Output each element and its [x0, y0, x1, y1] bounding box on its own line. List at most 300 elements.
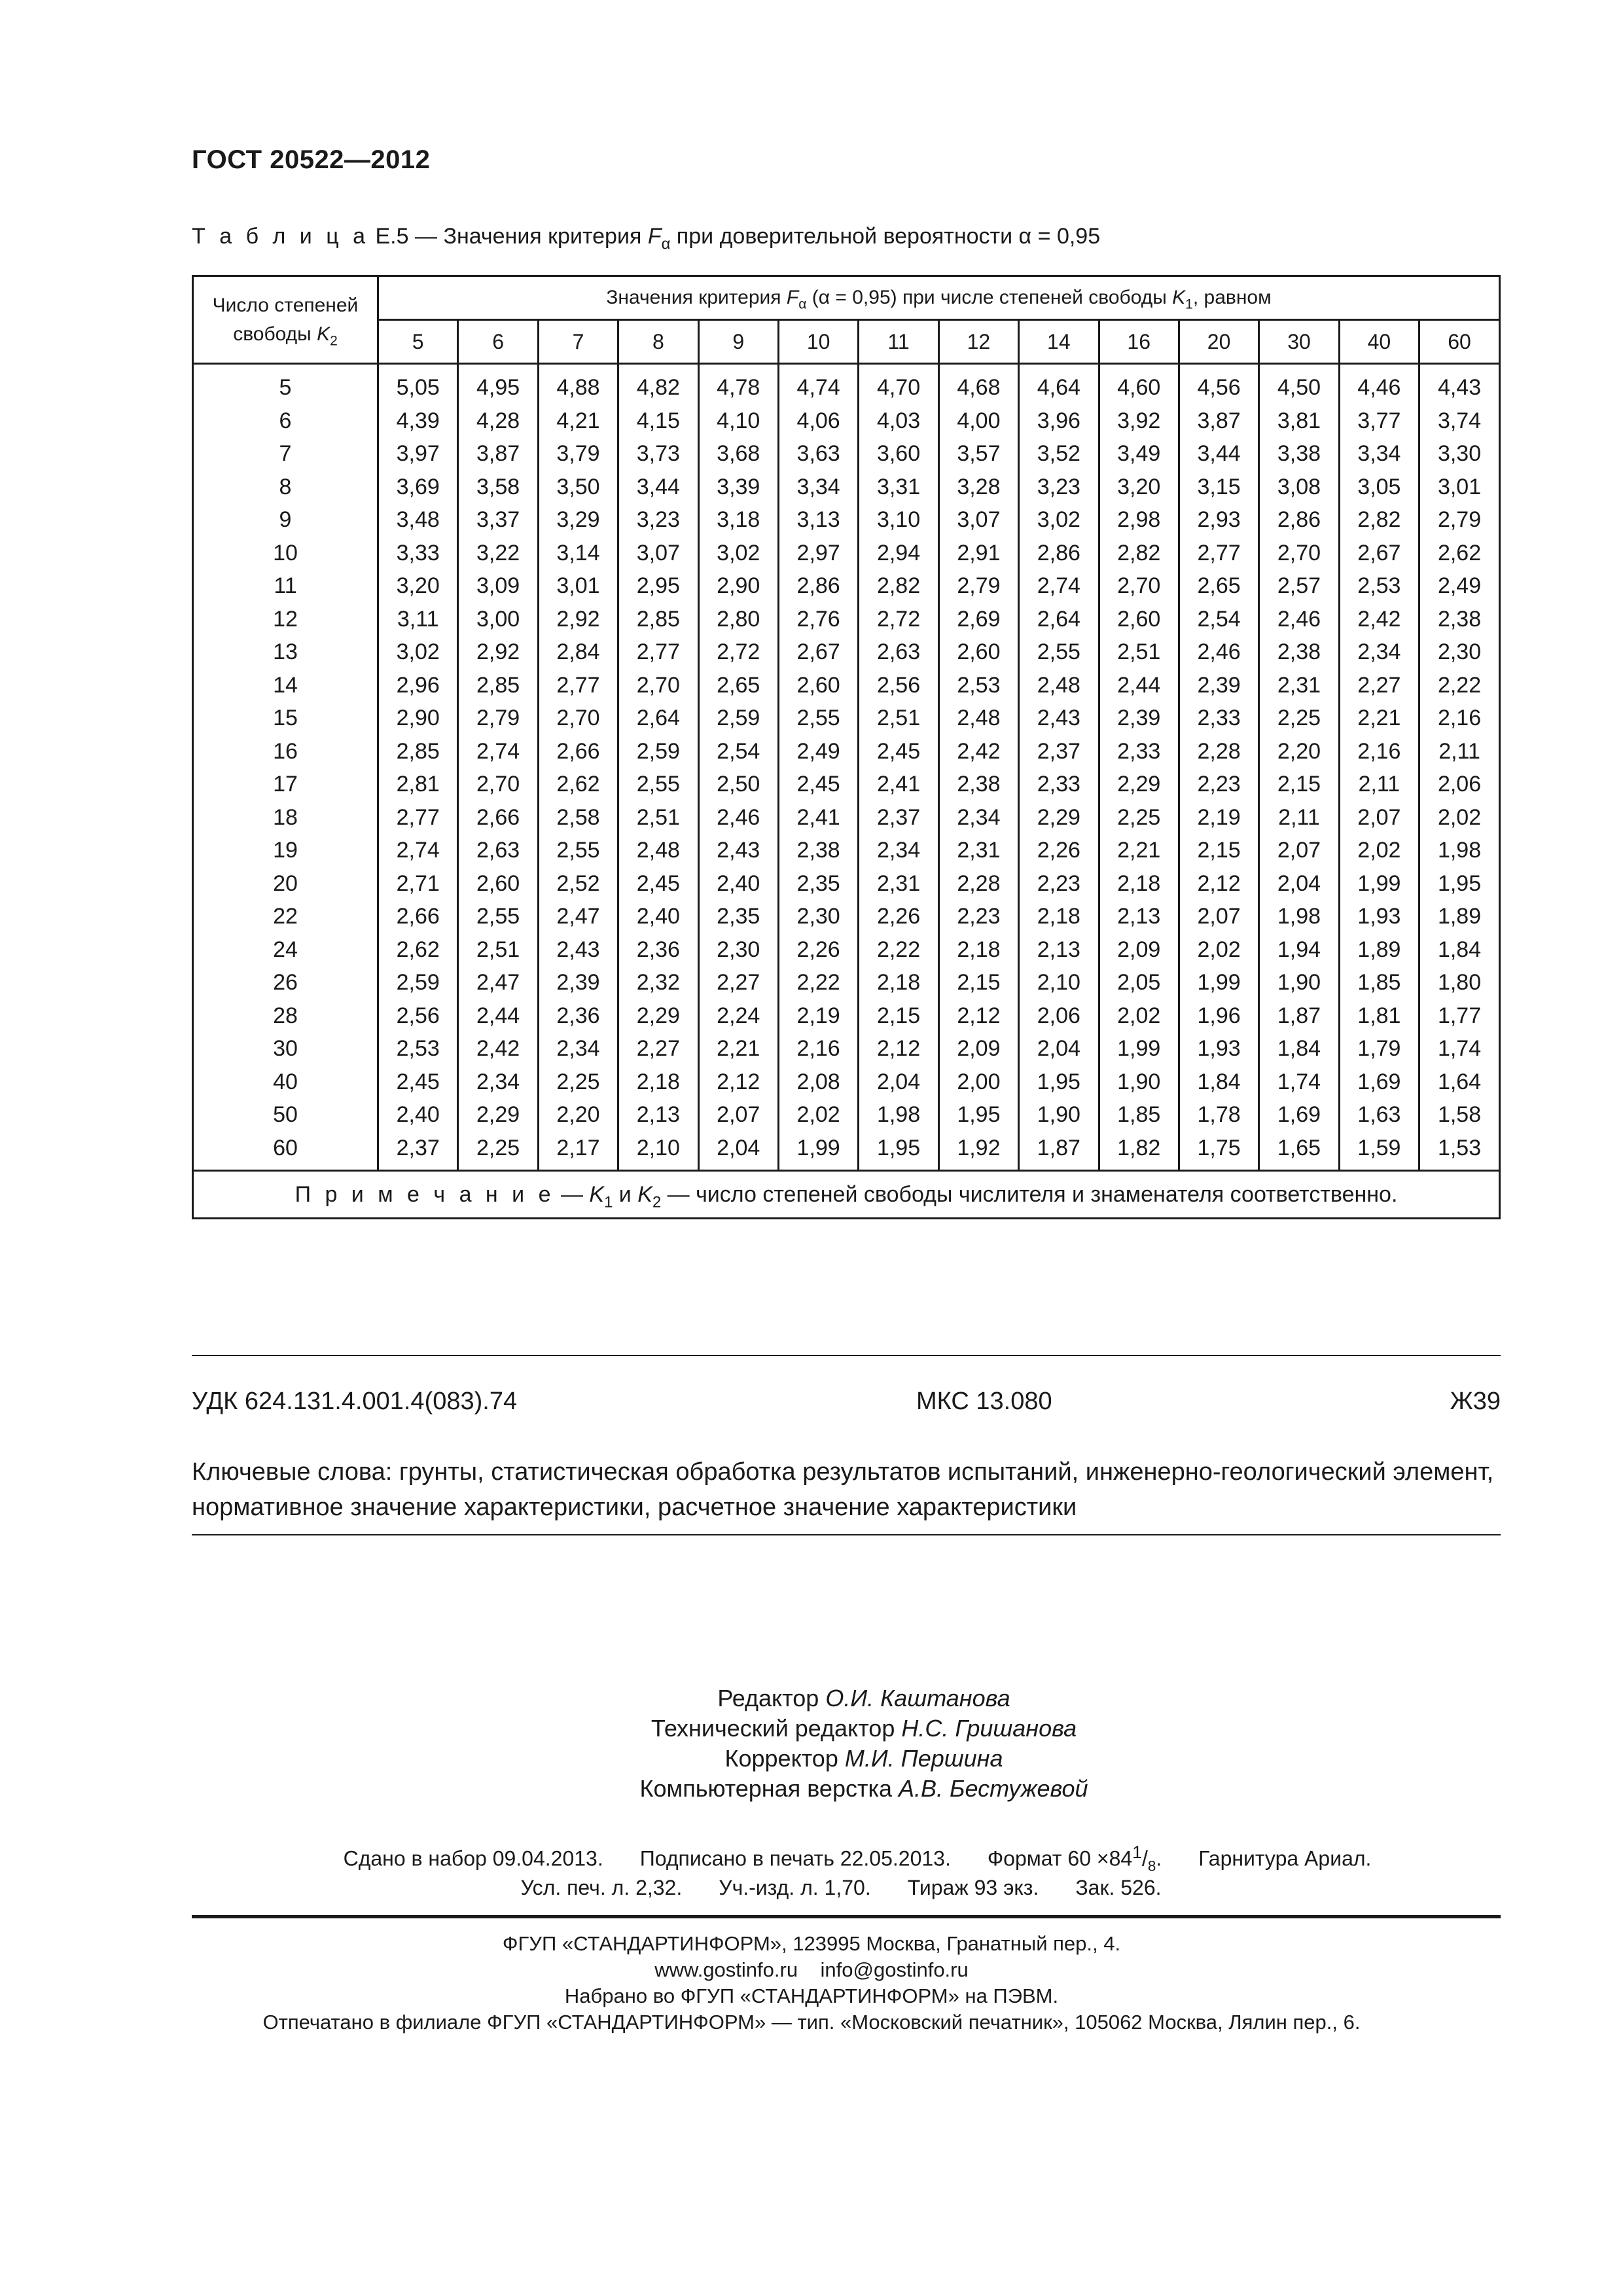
- k2-value-cell: 17: [193, 768, 378, 801]
- f-value-cell: 3,11: [378, 603, 458, 636]
- k2-value-cell: 13: [193, 636, 378, 669]
- f-value-cell: 2,56: [378, 999, 458, 1033]
- k2-value-cell: 14: [193, 669, 378, 702]
- table-row: [193, 768, 1500, 801]
- f-value-cell: 2,42: [1339, 603, 1419, 636]
- table-row: [193, 471, 1500, 504]
- f-value-cell: 2,16: [1339, 735, 1419, 768]
- f-value-cell: 2,12: [938, 999, 1018, 1033]
- f-value-cell: 2,30: [1419, 636, 1500, 669]
- f-value-cell: 4,88: [538, 364, 618, 404]
- f-value-cell: 1,95: [938, 1098, 1018, 1132]
- f-value-cell: 2,02: [1099, 999, 1179, 1033]
- f-value-cell: 1,90: [1259, 966, 1339, 999]
- f-value-cell: 2,67: [1339, 537, 1419, 570]
- pub-edition-sheets: Уч.-изд. л. 1,70.: [719, 1875, 871, 1899]
- table-row: [193, 537, 1500, 570]
- caption-symbol: F: [647, 224, 662, 249]
- k2-value-cell: 16: [193, 735, 378, 768]
- f-value-cell: 1,99: [1339, 867, 1419, 901]
- k2-value-cell: 19: [193, 834, 378, 867]
- f-value-cell: 3,79: [538, 437, 618, 471]
- f-value-cell: 3,23: [1019, 471, 1099, 504]
- k2-value-cell: 24: [193, 933, 378, 967]
- k1-value-header: 30: [1259, 320, 1339, 364]
- f-value-cell: 2,30: [698, 933, 778, 967]
- f-value-cell: 2,85: [618, 603, 698, 636]
- k2-value-cell: 10: [193, 537, 378, 570]
- f-value-cell: 2,48: [938, 702, 1018, 735]
- f-value-cell: 2,25: [1099, 801, 1179, 834]
- caption-number: Е.5: [375, 224, 409, 249]
- f-value-cell: 2,12: [698, 1066, 778, 1099]
- f-value-cell: 3,29: [538, 503, 618, 537]
- f-value-cell: 2,13: [1099, 900, 1179, 933]
- note-dash: —: [554, 1181, 590, 1207]
- f-value-cell: 2,12: [859, 1032, 938, 1066]
- table-row: [193, 364, 1500, 404]
- f-value-cell: 1,82: [1099, 1132, 1179, 1171]
- table-row: [193, 702, 1500, 735]
- f-value-cell: 2,38: [1259, 636, 1339, 669]
- table-row: [193, 437, 1500, 471]
- f-value-cell: 3,57: [938, 437, 1018, 471]
- f-value-cell: 1,63: [1339, 1098, 1419, 1132]
- f-value-cell: 2,04: [859, 1066, 938, 1099]
- f-value-cell: 2,93: [1179, 503, 1258, 537]
- f-value-cell: 3,01: [538, 569, 618, 603]
- f-value-cell: 1,99: [1179, 966, 1258, 999]
- f-value-cell: 2,38: [1419, 603, 1500, 636]
- f-value-cell: 1,80: [1419, 966, 1500, 999]
- f-value-cell: 2,77: [378, 801, 458, 834]
- f-value-cell: 2,70: [458, 768, 538, 801]
- f-value-cell: 2,46: [1179, 636, 1258, 669]
- f-value-cell: 2,42: [938, 735, 1018, 768]
- f-value-cell: 2,80: [698, 603, 778, 636]
- footer-website[interactable]: www.gostinfo.ru: [654, 1958, 798, 1981]
- f-value-cell: 2,55: [778, 702, 858, 735]
- f-value-cell: 2,40: [378, 1098, 458, 1132]
- publication-info: [0, 1838, 1623, 1902]
- f-value-cell: 2,29: [1099, 768, 1179, 801]
- f-value-cell: 3,00: [458, 603, 538, 636]
- credit-person: Н.С. Гришанова: [901, 1715, 1077, 1742]
- span-symbol: F: [786, 287, 799, 308]
- f-value-cell: 4,03: [859, 404, 938, 438]
- f-value-cell: 3,34: [778, 471, 858, 504]
- f-value-cell: 3,30: [1419, 437, 1500, 471]
- f-value-cell: 2,13: [618, 1098, 698, 1132]
- f-value-cell: 2,64: [618, 702, 698, 735]
- f-value-cell: 4,70: [859, 364, 938, 404]
- f-value-cell: 2,81: [378, 768, 458, 801]
- f-value-cell: 3,74: [1419, 404, 1500, 438]
- f-value-cell: 2,42: [458, 1032, 538, 1066]
- f-value-cell: 4,39: [378, 404, 458, 438]
- f-value-cell: 2,79: [458, 702, 538, 735]
- footer-typeset: Набрано во ФГУП «СТАНДАРТИНФОРМ» на ПЭВМ.: [564, 1984, 1059, 2007]
- f-value-cell: 3,18: [698, 503, 778, 537]
- f-value-cell: 2,86: [1019, 537, 1099, 570]
- f-value-cell: 2,66: [378, 900, 458, 933]
- f-value-cell: 2,48: [618, 834, 698, 867]
- k2-value-cell: 20: [193, 867, 378, 901]
- pub-font: Гарнитура Ариал.: [1198, 1846, 1372, 1871]
- f-value-cell: 1,95: [859, 1132, 938, 1171]
- f-value-cell: 2,39: [1099, 702, 1179, 735]
- f-value-cell: 3,23: [618, 503, 698, 537]
- f-value-cell: 1,69: [1339, 1066, 1419, 1099]
- f-value-cell: 2,18: [859, 966, 938, 999]
- k2-value-cell: 22: [193, 900, 378, 933]
- f-value-cell: 1,89: [1419, 900, 1500, 933]
- f-value-cell: 2,06: [1419, 768, 1500, 801]
- f-value-cell: 2,98: [1099, 503, 1179, 537]
- f-value-cell: 3,73: [618, 437, 698, 471]
- table-row: [193, 900, 1500, 933]
- pub-sheets: Усл. печ. л. 2,32.: [520, 1875, 683, 1899]
- k2-value-cell: 30: [193, 1032, 378, 1066]
- f-value-cell: 2,82: [1099, 537, 1179, 570]
- f-value-cell: 2,29: [618, 999, 698, 1033]
- f-value-cell: 2,11: [1419, 735, 1500, 768]
- f-value-cell: 2,08: [778, 1066, 858, 1099]
- f-value-cell: 2,86: [778, 569, 858, 603]
- table-row: [193, 735, 1500, 768]
- f-value-cell: 2,77: [1179, 537, 1258, 570]
- f-value-cell: 2,07: [1339, 801, 1419, 834]
- f-value-cell: 2,31: [938, 834, 1018, 867]
- f-value-cell: 4,74: [778, 364, 858, 404]
- f-criterion-table: [192, 275, 1501, 1219]
- f-value-cell: 1,95: [1019, 1066, 1099, 1099]
- f-value-cell: 4,60: [1099, 364, 1179, 404]
- f-value-cell: 3,02: [1019, 503, 1099, 537]
- k1-span-header: [378, 276, 1500, 320]
- f-value-cell: 2,79: [938, 569, 1018, 603]
- k1-value-header: 5: [378, 320, 458, 364]
- credit-line: [0, 1713, 1623, 1744]
- f-value-cell: 1,90: [1099, 1066, 1179, 1099]
- f-value-cell: 2,46: [1259, 603, 1339, 636]
- f-value-cell: 2,07: [698, 1098, 778, 1132]
- f-value-cell: 2,27: [698, 966, 778, 999]
- f-value-cell: 2,39: [538, 966, 618, 999]
- divider-thick: [192, 1915, 1501, 1918]
- f-value-cell: 3,77: [1339, 404, 1419, 438]
- f-value-cell: 2,41: [859, 768, 938, 801]
- f-value-cell: 1,69: [1259, 1098, 1339, 1132]
- pub-line-2: [0, 1873, 1623, 1902]
- f-value-cell: 3,07: [938, 503, 1018, 537]
- f-value-cell: 2,55: [538, 834, 618, 867]
- f-value-cell: 2,91: [938, 537, 1018, 570]
- table-row: [193, 1066, 1500, 1099]
- f-value-cell: 1,81: [1339, 999, 1419, 1033]
- f-value-cell: 2,92: [458, 636, 538, 669]
- f-value-cell: 2,71: [378, 867, 458, 901]
- credit-role: Корректор: [724, 1745, 845, 1772]
- f-value-cell: 4,28: [458, 404, 538, 438]
- f-value-cell: 2,74: [378, 834, 458, 867]
- note-k2-sub: 2: [652, 1193, 662, 1211]
- f-value-cell: 1,74: [1419, 1032, 1500, 1066]
- f-value-cell: 2,28: [1179, 735, 1258, 768]
- credit-role: Редактор: [717, 1685, 826, 1712]
- f-value-cell: 2,28: [938, 867, 1018, 901]
- f-value-cell: 3,38: [1259, 437, 1339, 471]
- f-value-cell: 2,94: [859, 537, 938, 570]
- f-value-cell: 2,38: [938, 768, 1018, 801]
- pub-signed: Подписано в печать 22.05.2013.: [639, 1846, 951, 1871]
- caption-text-after: при доверительной вероятности α = 0,95: [670, 224, 1101, 249]
- f-value-cell: 2,66: [458, 801, 538, 834]
- f-value-cell: 2,54: [1179, 603, 1258, 636]
- f-value-cell: 1,58: [1419, 1098, 1500, 1132]
- f-value-cell: 2,19: [1179, 801, 1258, 834]
- f-value-cell: 2,40: [618, 900, 698, 933]
- f-value-cell: 2,21: [1339, 702, 1419, 735]
- f-value-cell: 3,05: [1339, 471, 1419, 504]
- f-value-cell: 2,74: [1019, 569, 1099, 603]
- f-value-cell: 2,69: [938, 603, 1018, 636]
- f-value-cell: 2,09: [1099, 933, 1179, 967]
- f-value-cell: 2,34: [859, 834, 938, 867]
- footer-email[interactable]: info@gostinfo.ru: [820, 1958, 969, 1981]
- f-value-cell: 1,93: [1339, 900, 1419, 933]
- f-value-cell: 1,98: [859, 1098, 938, 1132]
- f-value-cell: 2,56: [859, 669, 938, 702]
- f-value-cell: 3,97: [378, 437, 458, 471]
- k2-value-cell: 60: [193, 1132, 378, 1171]
- f-value-cell: 2,62: [1419, 537, 1500, 570]
- table-row: [193, 669, 1500, 702]
- f-value-cell: 2,95: [618, 569, 698, 603]
- caption-text-before: — Значения критерия: [408, 224, 648, 249]
- publisher-footer: [0, 1931, 1623, 2036]
- f-value-cell: 2,59: [618, 735, 698, 768]
- f-value-cell: 3,87: [1179, 404, 1258, 438]
- f-value-cell: 2,15: [1259, 768, 1339, 801]
- credit-line: [0, 1774, 1623, 1804]
- f-value-cell: 2,85: [458, 669, 538, 702]
- k1-value-header: 7: [538, 320, 618, 364]
- table-body: [193, 364, 1500, 1171]
- f-value-cell: 2,04: [1019, 1032, 1099, 1066]
- f-value-cell: 2,31: [859, 867, 938, 901]
- f-value-cell: 2,53: [938, 669, 1018, 702]
- table-caption: [192, 224, 1101, 253]
- f-value-cell: 2,90: [378, 702, 458, 735]
- f-value-cell: 2,67: [778, 636, 858, 669]
- pub-line-1: [0, 1838, 1623, 1873]
- f-value-cell: 4,56: [1179, 364, 1258, 404]
- f-value-cell: 4,64: [1019, 364, 1099, 404]
- k2-sub: 2: [330, 332, 338, 348]
- f-value-cell: 2,45: [778, 768, 858, 801]
- k1-value-header: 16: [1099, 320, 1179, 364]
- f-value-cell: 2,15: [1179, 834, 1258, 867]
- f-value-cell: 2,84: [538, 636, 618, 669]
- f-value-cell: 3,15: [1179, 471, 1258, 504]
- f-value-cell: 4,82: [618, 364, 698, 404]
- f-value-cell: 1,53: [1419, 1132, 1500, 1171]
- pub-format-sub: 8: [1147, 1857, 1156, 1874]
- f-value-cell: 2,25: [458, 1132, 538, 1171]
- f-value-cell: 2,30: [778, 900, 858, 933]
- f-value-cell: 2,45: [378, 1066, 458, 1099]
- f-value-cell: 2,26: [1019, 834, 1099, 867]
- f-value-cell: 2,40: [698, 867, 778, 901]
- f-value-cell: 4,43: [1419, 364, 1500, 404]
- f-value-cell: 3,02: [698, 537, 778, 570]
- table-row: [193, 603, 1500, 636]
- f-value-cell: 2,34: [538, 1032, 618, 1066]
- f-value-cell: 3,81: [1259, 404, 1339, 438]
- f-value-cell: 2,45: [618, 867, 698, 901]
- f-value-cell: 4,78: [698, 364, 778, 404]
- k2-header-line2: свободы: [233, 323, 317, 345]
- f-value-cell: 2,37: [859, 801, 938, 834]
- f-value-cell: 1,98: [1259, 900, 1339, 933]
- f-value-cell: 2,43: [538, 933, 618, 967]
- f-value-cell: 2,86: [1259, 503, 1339, 537]
- note-k2: K: [637, 1181, 652, 1207]
- pub-sent: Сдано в набор 09.04.2013.: [343, 1846, 603, 1871]
- document-header: ГОСТ 20522—2012: [192, 145, 431, 174]
- f-value-cell: 2,33: [1099, 735, 1179, 768]
- f-value-cell: 3,34: [1339, 437, 1419, 471]
- f-value-cell: 2,15: [859, 999, 938, 1033]
- k2-symbol: K: [317, 323, 330, 345]
- f-value-cell: 3,96: [1019, 404, 1099, 438]
- f-value-cell: 2,63: [458, 834, 538, 867]
- credit-line: [0, 1683, 1623, 1713]
- f-value-cell: 1,93: [1179, 1032, 1258, 1066]
- table-row: [193, 999, 1500, 1033]
- k2-value-cell: 7: [193, 437, 378, 471]
- f-value-cell: 4,00: [938, 404, 1018, 438]
- f-value-cell: 4,06: [778, 404, 858, 438]
- f-value-cell: 2,52: [538, 867, 618, 901]
- f-value-cell: 2,27: [1339, 669, 1419, 702]
- f-value-cell: 2,33: [1019, 768, 1099, 801]
- f-value-cell: 2,63: [859, 636, 938, 669]
- pub-format-slash: /: [1142, 1846, 1148, 1871]
- f-value-cell: 2,48: [1019, 669, 1099, 702]
- f-value-cell: 3,09: [458, 569, 538, 603]
- f-value-cell: 4,50: [1259, 364, 1339, 404]
- f-value-cell: 2,13: [1019, 933, 1099, 967]
- f-value-cell: 2,23: [1019, 867, 1099, 901]
- f-value-cell: 2,44: [458, 999, 538, 1033]
- f-value-cell: 2,20: [538, 1098, 618, 1132]
- f-value-cell: 2,55: [1019, 636, 1099, 669]
- udk-code: УДК 624.131.4.001.4(083).74: [192, 1388, 518, 1415]
- f-value-cell: 2,43: [1019, 702, 1099, 735]
- divider-top: [192, 1355, 1501, 1356]
- keywords: Ключевые слова: грунты, статистическая обработка результатов испытаний, инженерно-геологический элемент, нормативное значение характеристики, расчетное значение характеристики: [192, 1458, 1494, 1521]
- f-value-cell: 2,24: [698, 999, 778, 1033]
- f-value-cell: 2,60: [1099, 603, 1179, 636]
- f-value-cell: 2,18: [1019, 900, 1099, 933]
- k2-value-cell: 8: [193, 471, 378, 504]
- f-value-cell: 1,65: [1259, 1132, 1339, 1171]
- f-value-cell: 2,23: [938, 900, 1018, 933]
- f-value-cell: 2,37: [1019, 735, 1099, 768]
- f-value-cell: 2,29: [1019, 801, 1099, 834]
- k2-value-cell: 50: [193, 1098, 378, 1132]
- k1-value-header: 20: [1179, 320, 1258, 364]
- f-value-cell: 2,17: [538, 1132, 618, 1171]
- k2-value-cell: 28: [193, 999, 378, 1033]
- f-value-cell: 2,22: [1419, 669, 1500, 702]
- f-value-cell: 3,68: [698, 437, 778, 471]
- k1-value-header: 6: [458, 320, 538, 364]
- f-value-cell: 2,04: [698, 1132, 778, 1171]
- f-value-cell: 1,77: [1419, 999, 1500, 1033]
- f-value-cell: 3,69: [378, 471, 458, 504]
- f-value-cell: 3,44: [1179, 437, 1258, 471]
- span-text-middle: (α = 0,95) при числе степеней свободы: [806, 287, 1173, 308]
- footer-printed: Отпечатано в филиале ФГУП «СТАНДАРТИНФОРМ» — тип. «Московский печатник», 105062 Москва, Лялин пер., 6.: [262, 2011, 1361, 2034]
- f-value-cell: 2,23: [1179, 768, 1258, 801]
- note-and: и: [613, 1181, 638, 1207]
- k1-value-header: 60: [1419, 320, 1500, 364]
- f-value-cell: 2,06: [1019, 999, 1099, 1033]
- f-value-cell: 2,77: [618, 636, 698, 669]
- f-value-cell: 2,02: [1339, 834, 1419, 867]
- f-value-cell: 4,46: [1339, 364, 1419, 404]
- f-value-cell: 3,20: [378, 569, 458, 603]
- table-row: [193, 569, 1500, 603]
- k1-value-header: 8: [618, 320, 698, 364]
- footer-contacts: [0, 1957, 1623, 1983]
- pub-format: Формат 60 ×84: [987, 1846, 1133, 1871]
- f-value-cell: 2,09: [938, 1032, 1018, 1066]
- f-value-cell: 2,97: [778, 537, 858, 570]
- f-value-cell: 3,14: [538, 537, 618, 570]
- f-value-cell: 1,85: [1339, 966, 1419, 999]
- f-value-cell: 2,35: [778, 867, 858, 901]
- k2-value-cell: 12: [193, 603, 378, 636]
- k1-value-header: 14: [1019, 320, 1099, 364]
- f-value-cell: 2,20: [1259, 735, 1339, 768]
- table-row: [193, 404, 1500, 438]
- f-value-cell: 3,44: [618, 471, 698, 504]
- f-value-cell: 2,29: [458, 1098, 538, 1132]
- f-value-cell: 3,13: [778, 503, 858, 537]
- f-value-cell: 2,50: [698, 768, 778, 801]
- f-value-cell: 3,60: [859, 437, 938, 471]
- f-value-cell: 2,36: [538, 999, 618, 1033]
- f-value-cell: 2,25: [1259, 702, 1339, 735]
- f-value-cell: 3,49: [1099, 437, 1179, 471]
- f-value-cell: 2,35: [698, 900, 778, 933]
- credit-person: М.И. Першина: [844, 1745, 1003, 1772]
- footer-address: ФГУП «СТАНДАРТИНФОРМ», 123995 Москва, Гранатный пер., 4.: [502, 1932, 1121, 1955]
- f-value-cell: 3,63: [778, 437, 858, 471]
- table-row: [193, 966, 1500, 999]
- f-value-cell: 1,87: [1019, 1132, 1099, 1171]
- f-value-cell: 2,49: [778, 735, 858, 768]
- f-value-cell: 1,99: [778, 1132, 858, 1171]
- f-value-cell: 2,36: [618, 933, 698, 967]
- f-value-cell: 2,51: [618, 801, 698, 834]
- pub-format-sup: 1: [1132, 1842, 1142, 1862]
- f-value-cell: 3,28: [938, 471, 1018, 504]
